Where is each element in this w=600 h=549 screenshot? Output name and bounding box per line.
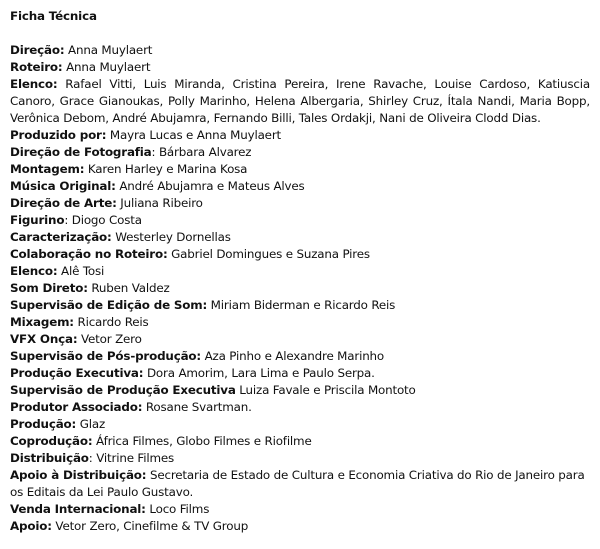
credit-som-direto: [10, 280, 590, 297]
credit-direcao: [10, 42, 590, 59]
credit-vfx-onca: [10, 331, 590, 348]
credit-label: Direção:: [10, 43, 65, 57]
credit-label: Produção Executiva:: [10, 366, 144, 380]
credit-value: : Vitrine Filmes: [88, 451, 175, 465]
credit-coproducao: [10, 433, 590, 450]
credit-direcao-arte: [10, 195, 590, 212]
credit-label: Elenco:: [10, 264, 58, 278]
credit-label: Elenco:: [10, 77, 58, 91]
credit-value: Rafael Vitti, Luis Miranda, Cristina Pereira, Irene Ravache, Louise Cardoso, Katiuscia Canoro, Grace Gianoukas, Polly Marinho, Helena Albergaria, Shirley Cruz, Ítala Nandi, Maria Bopp, Verônica Debom, André Abujamra, Fernando Billi, Tales Ordakji, Nani de Oliveira Clodd Dias.: [10, 77, 590, 125]
credit-apoio: [10, 518, 590, 535]
credit-figurino: [10, 212, 590, 229]
credit-value: Luiza Favale e Priscila Montoto: [235, 383, 416, 397]
credit-produzido-por: [10, 127, 590, 144]
credit-producao: [10, 416, 590, 433]
credit-value: Loco Films: [145, 502, 210, 516]
credit-value: Ruben Valdez: [87, 281, 170, 295]
credit-value: Anna Muylaert: [62, 60, 151, 74]
credit-producao-executiva: [10, 365, 590, 382]
credits-list: [10, 42, 590, 535]
credit-label: Supervisão de Pós-produção:: [10, 349, 201, 363]
credit-label: Produzido por:: [10, 128, 107, 142]
credit-label: Apoio à Distribuição:: [10, 468, 147, 482]
credit-value: Westerley Dornellas: [111, 230, 231, 244]
credit-value: Alê Tosi: [57, 264, 105, 278]
credit-elenco-2: [10, 263, 590, 280]
credit-caracterizacao: [10, 229, 590, 246]
credit-value: Vetor Zero: [77, 332, 142, 346]
credit-value: Aza Pinho e Alexandre Marinho: [200, 349, 384, 363]
credit-value: : Bárbara Alvarez: [151, 145, 252, 159]
credit-value: Mayra Lucas e Anna Muylaert: [106, 128, 282, 142]
credit-label: Supervisão de Edição de Som:: [10, 298, 208, 312]
credit-value: África Filmes, Globo Filmes e Riofilme: [92, 434, 312, 448]
credit-roteiro: [10, 59, 590, 76]
credit-label: Coprodução:: [10, 434, 93, 448]
credit-montagem: [10, 161, 590, 178]
credit-label: Direção de Fotografia: [10, 145, 152, 159]
credit-mixagem: [10, 314, 590, 331]
credit-value: Anna Muylaert: [64, 43, 153, 57]
credit-value: André Abujamra e Mateus Alves: [115, 179, 305, 193]
credit-value: Miriam Biderman e Ricardo Reis: [207, 298, 396, 312]
credit-label: Caracterização:: [10, 230, 112, 244]
credit-label: Produção:: [10, 417, 77, 431]
credit-label: Música Original:: [10, 179, 116, 193]
credit-value: Dora Amorim, Lara Lima e Paulo Serpa.: [143, 366, 375, 380]
credit-value: Gabriel Domingues e Suzana Pires: [167, 247, 370, 261]
credit-value: Ricardo Reis: [73, 315, 149, 329]
credit-label: Apoio:: [10, 519, 52, 533]
credit-label: VFX Onça:: [10, 332, 78, 346]
credit-supervisao-producao-executiva: [10, 382, 590, 399]
credit-supervisao-pos-producao: [10, 348, 590, 365]
credit-apoio-distribuicao: [10, 467, 590, 501]
credit-value: : Diogo Costa: [64, 213, 142, 227]
credit-value: Secretaria de Estado de Cultura e Economia Criativa do Rio de Janeiro para os Editais da Lei Paulo Gustavo.: [10, 468, 585, 499]
credit-distribuicao: [10, 450, 590, 467]
credit-value: Vetor Zero, Cinefilme & TV Group: [51, 519, 249, 533]
credit-label: Supervisão de Produção Executiva: [10, 383, 236, 397]
credit-label: Roteiro:: [10, 60, 63, 74]
credit-venda-internacional: [10, 501, 590, 518]
credit-label: Figurino: [10, 213, 65, 227]
credit-direcao-fotografia: [10, 144, 590, 161]
credit-colaboracao-roteiro: [10, 246, 590, 263]
credit-label: Direção de Arte:: [10, 196, 117, 210]
credit-label: Venda Internacional:: [10, 502, 146, 516]
credit-value: Rosane Svartman.: [142, 400, 252, 414]
credit-label: Distribuição: [10, 451, 89, 465]
spacer: [10, 25, 590, 42]
credit-label: Colaboração no Roteiro:: [10, 247, 168, 261]
credit-label: Montagem:: [10, 162, 85, 176]
credit-value: Juliana Ribeiro: [116, 196, 203, 210]
credit-label: Som Direto:: [10, 281, 88, 295]
credit-value: Karen Harley e Marina Kosa: [84, 162, 248, 176]
credit-value: Glaz: [76, 417, 106, 431]
page-title: Ficha Técnica: [10, 9, 97, 23]
credit-produtor-associado: [10, 399, 590, 416]
credit-supervisao-edicao-som: [10, 297, 590, 314]
credit-musica-original: [10, 178, 590, 195]
credit-label: Mixagem:: [10, 315, 74, 329]
credit-label: Produtor Associado:: [10, 400, 143, 414]
credit-elenco: [10, 76, 590, 127]
